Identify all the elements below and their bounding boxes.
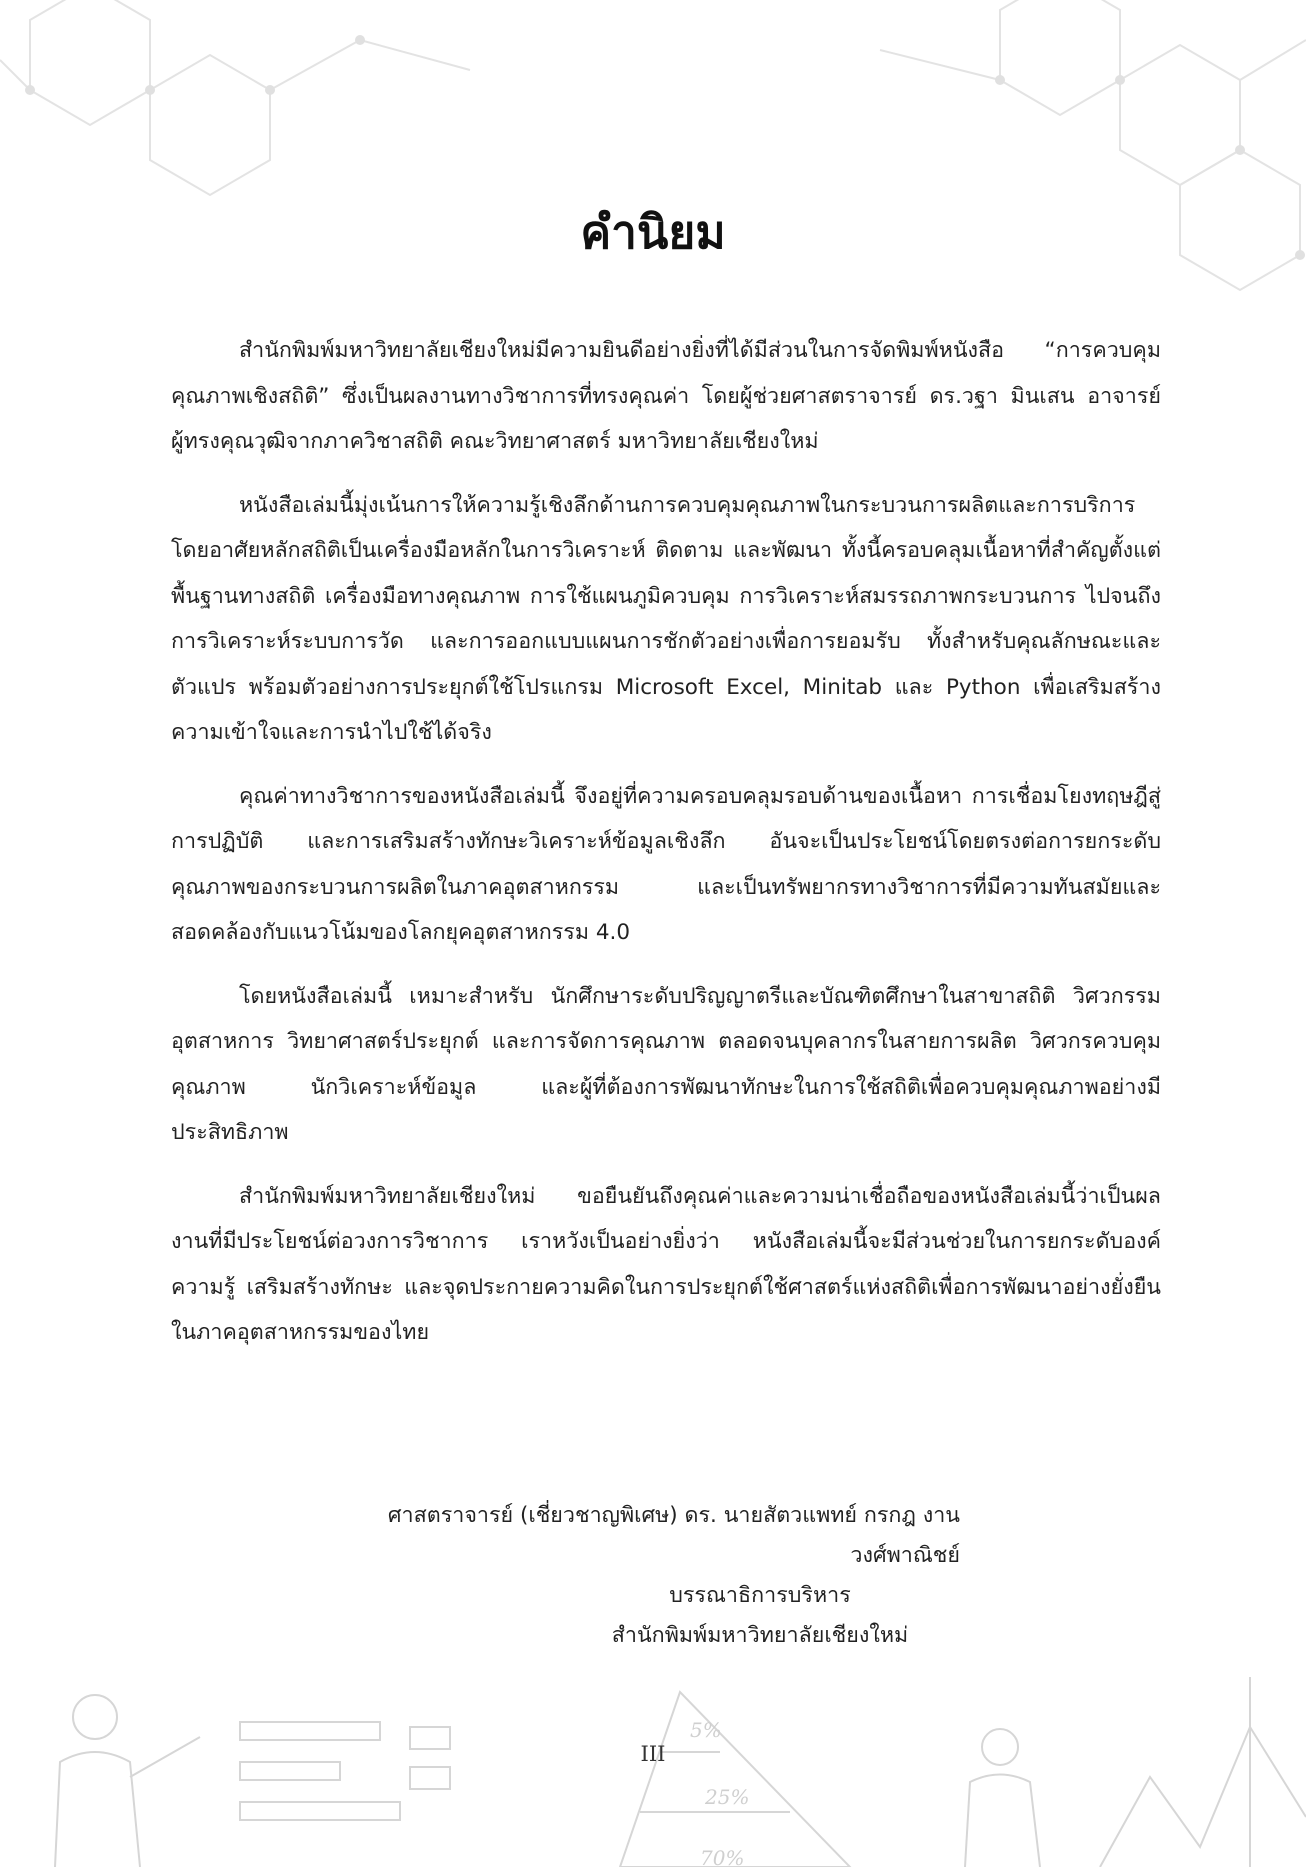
paragraph: หนังสือเล่มนี้มุ่งเน้นการให้ความรู้เชิงลึกด้านการควบคุมคุณภาพในกระบวนการผลิตและการบริการ โดยอาศัยหลักสถิติเป็นเครื่องมือหลักในการวิเคราะห์ ติดตาม และพัฒนา ทั้งนี้ครอบคลุมเนื้อหาที่สำคัญตั้งแต่พื้นฐานทางสถิติ เครื่องมือทางคุณภาพ การใช้แผนภูมิควบคุม การวิเคราะห์สมรรถภาพกระบวนการ ไปจนถึงการวิเคราะห์ระบบการวัด และการออกแบบแผนการชักตัวอย่างเพื่อการยอมรับ ทั้งสำหรับคุณลักษณะและตัวแปร พร้อมตัวอย่างการประยุกต์ใช้โปรแกรม Microsoft Excel, Minitab และ Python เพื่อเสริมสร้างความเข้าใจและการนำไปใช้ได้จริง	[171, 492, 1161, 745]
sketch-label: 25%	[705, 1785, 750, 1809]
signer-organization: สำนักพิมพ์มหาวิทยาลัยเชียงใหม่	[611, 1623, 909, 1648]
signature-block	[380, 1496, 960, 1656]
paragraph: โดยหนังสือเล่มนี้ เหมาะสำหรับ นักศึกษาระดับปริญญาตรีและบัณฑิตศึกษาในสาขาสถิติ วิศวกรรมอุตสาหการ วิทยาศาสตร์ประยุกต์ และการจัดการคุณภาพ ตลอดจนบุคลากรในสายการผลิต วิศวกรควบคุมคุณภาพ นักวิเคราะห์ข้อมูล และผู้ที่ต้องการพัฒนาทักษะในการใช้สถิติเพื่อควบคุมคุณภาพอย่างมีประสิทธิภาพ	[171, 983, 1161, 1145]
signer-position: บรรณาธิการบริหาร	[669, 1583, 851, 1608]
foreword-body	[171, 328, 1161, 1374]
paragraph: สำนักพิมพ์มหาวิทยาลัยเชียงใหม่ ขอยืนยันถึงคุณค่าและความน่าเชื่อถือของหนังสือเล่มนี้ว่าเป็นผลงานที่มีประโยชน์ต่อวงการวิชาการ เราหวังเป็นอย่างยิ่งว่า หนังสือเล่มนี้จะมีส่วนช่วยในการยกระดับองค์ความรู้ เสริมสร้างทักษะ และจุดประกายความคิดในการประยุกต์ใช้ศาสตร์แห่งสถิติเพื่อการพัฒนาอย่างยั่งยืนในภาคอุตสาหกรรมของไทย	[171, 1183, 1161, 1345]
sketch-label: 70%	[700, 1846, 745, 1867]
hexagon-network-decoration	[0, 0, 1306, 330]
paragraph: คุณค่าทางวิชาการของหนังสือเล่มนี้ จึงอยู่ที่ความครอบคลุมรอบด้านของเนื้อหา การเชื่อมโยงทฤษฎีสู่การปฏิบัติ และการเสริมสร้างทักษะวิเคราะห์ข้อมูลเชิงลึก อันจะเป็นประโยชน์โดยตรงต่อการยกระดับคุณภาพของกระบวนการผลิตในภาคอุตสาหกรรม และเป็นทรัพยากรทางวิชาการที่มีความทันสมัยและสอดคล้องกับแนวโน้มของโลกยุคอุตสาหกรรม 4.0	[171, 783, 1161, 945]
page-number: III	[640, 1742, 666, 1766]
sketch-label: 5%	[690, 1718, 722, 1742]
paragraph: สำนักพิมพ์มหาวิทยาลัยเชียงใหม่มีความยินดีอย่างยิ่งที่ได้มีส่วนในการจัดพิมพ์หนังสือ “การควบคุมคุณภาพเชิงสถิติ” ซึ่งเป็นผลงานทางวิชาการที่ทรงคุณค่า โดยผู้ช่วยศาสตราจารย์ ดร.วฐา มินเสน อาจารย์ผู้ทรงคุณวุฒิจากภาควิชาสถิติ คณะวิทยาศาสตร์ มหาวิทยาลัยเชียงใหม่	[171, 338, 1161, 454]
business-sketch-decoration	[0, 1667, 1306, 1867]
page-title: คำนิยม	[580, 205, 726, 259]
signer-name: ศาสตราจารย์ (เชี่ยวชาญพิเศษ) ดร. นายสัตวแพทย์ กรกฎ งานวงศ์พาณิชย์	[387, 1503, 960, 1568]
